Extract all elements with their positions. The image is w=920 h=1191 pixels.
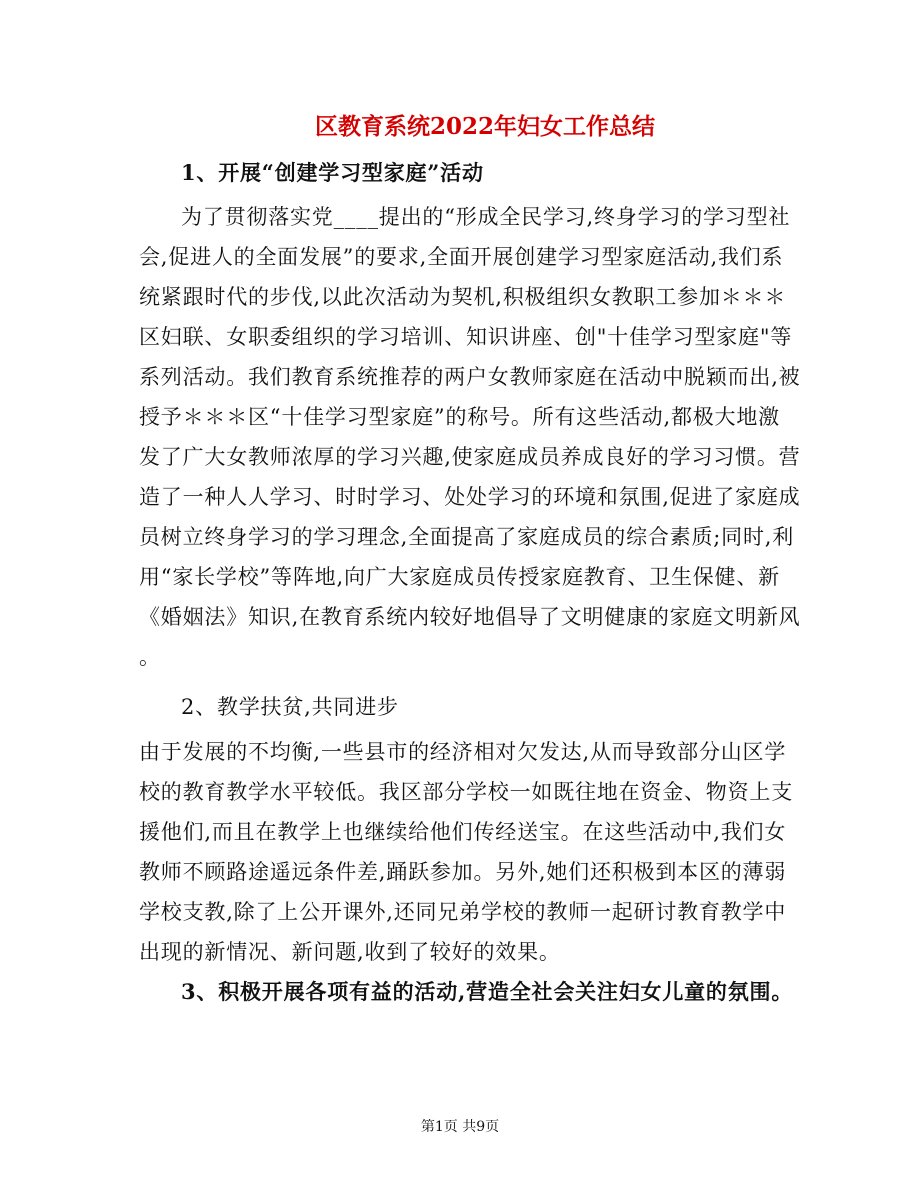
section-1-line: 。: [139, 645, 161, 669]
section-3-heading: 3、积极开展各项有益的活动,营造全社会关注妇女儿童的氛围。: [181, 979, 794, 1004]
section-2-line: 学校支教,除了上公开课外,还同兄弟学校的教师一起研讨教育教学中: [139, 900, 787, 924]
document-title: 区教育系统2022年妇女工作总结: [314, 113, 655, 140]
section-1-line: 会,促进人的全面发展”的要求,全面开展创建学习型家庭活动,我们系: [139, 245, 784, 269]
section-1-line: 系列活动。我们教育系统推荐的两户女教师家庭在活动中脱颖而出,被: [139, 365, 801, 389]
section-1-line: 用“家长学校”等阵地,向广大家庭成员传授家庭教育、卫生保健、新: [139, 565, 780, 589]
page-number: 第1页 共9页: [420, 1119, 500, 1135]
section-2-heading: 2、教学扶贫,共同进步: [181, 695, 399, 719]
section-1-line: 发了广大女教师浓厚的学习兴趣,使家庭成员养成良好的学习习惯。营: [139, 445, 801, 469]
section-2-line: 援他们,而且在教学上也继续给他们传经送宝。在这些活动中,我们女: [139, 820, 787, 844]
section-2-line: 校的教育教学水平较低。我区部分学校一如既往地在资金、物资上支: [139, 780, 793, 804]
section-1-line: 授予＊＊＊区“十佳学习型家庭”的称号。所有这些活动,都极大地激: [139, 405, 780, 429]
section-1-heading: 1、开展“创建学习型家庭”活动: [181, 160, 484, 185]
section-1-line: 区妇联、女职委组织的学习培训、知识讲座、创"十佳学习型家庭"等: [139, 325, 793, 349]
section-1-line: 造了一种人人学习、时时学习、处处学习的环境和氛围,促进了家庭成: [139, 485, 801, 509]
section-2-line: 教师不顾路途遥远条件差,踊跃参加。另外,她们还积极到本区的薄弱: [139, 860, 787, 884]
section-1-line: 统紧跟时代的步伐,以此次活动为契机,积极组织女教职工参加＊＊＊: [139, 285, 787, 309]
section-2-line: 出现的新情况、新问题,收到了较好的效果。: [139, 940, 561, 964]
section-2-line: 由于发展的不均衡,一些县市的经济相对欠发达,从而导致部分山区学: [139, 740, 787, 764]
section-1-line: 员树立终身学习的学习理念,全面提高了家庭成员的综合素质;同时,利: [139, 525, 795, 549]
section-1-line: 为了贯彻落实党____提出的“形成全民学习,终身学习的学习型社: [181, 205, 791, 229]
section-1-line: 《婚姻法》知识,在教育系统内较好地倡导了文明健康的家庭文明新风: [139, 605, 801, 629]
